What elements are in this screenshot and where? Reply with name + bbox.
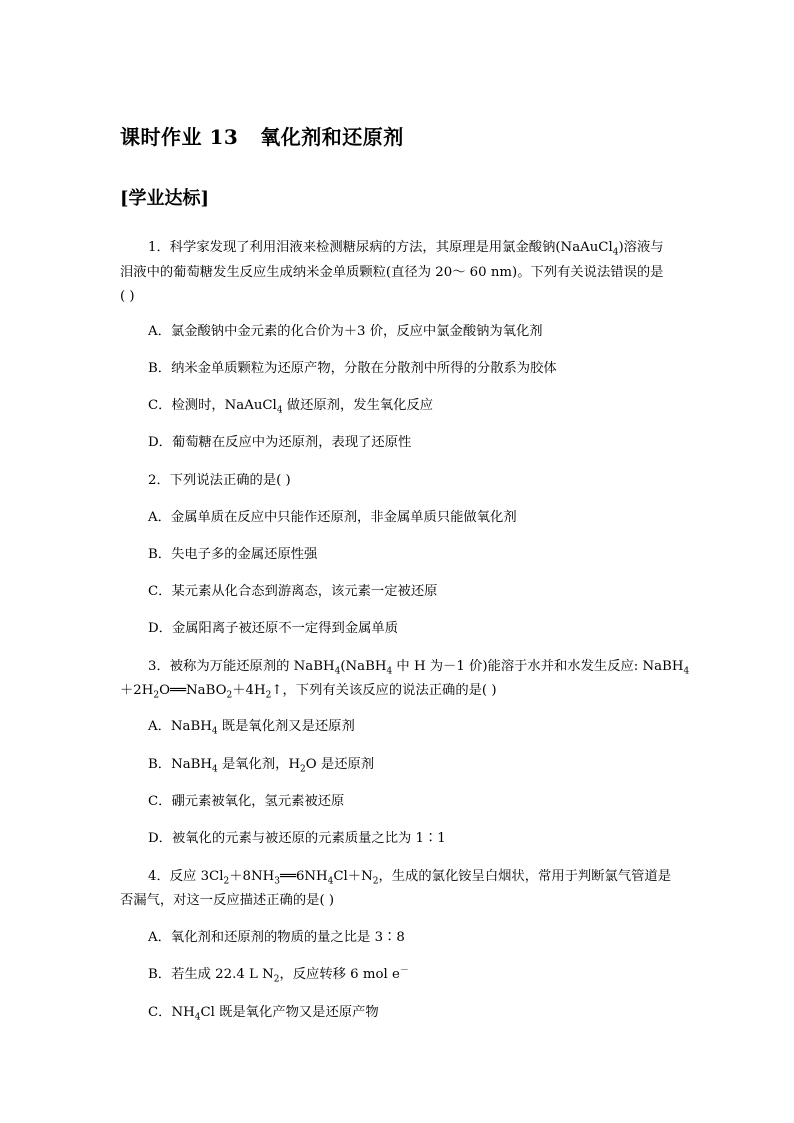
page-title <box>120 121 404 150</box>
q1-option-c: C．检测时，NaAuCl$_4$ 做还原剂，发生氧化反应 <box>148 398 434 416</box>
q3-option-b: B．NaBH$_4$ 是氧化剂，$H_2O$ 是还原剂 <box>148 757 375 775</box>
q3-stem-line2: $+2H_2O══NaBO_2+4H_2↑$，下列有关该反应的说法正确的是( ) <box>120 683 497 701</box>
q4-option-c: C．$NH_4Cl$ 既是氧化产物又是还原产物 <box>148 1005 379 1023</box>
q3-stem-line1: 3．被称为万能还原剂的 NaBH$_4$(NaBH$_4$ 中 H 为－1 价)能溶于水并和水发生反应: NaBH$_4$ <box>148 659 690 677</box>
q2-option-a: A．金属单质在反应中只能作还原剂，非金属单质只能做氧化剂 <box>148 510 517 525</box>
q1-option-b: B．纳米金单质颗粒为还原产物，分散在分散剂中所得的分散系为胶体 <box>148 361 557 376</box>
q2-stem: 2．下列说法正确的是( ) <box>148 473 291 488</box>
q3-option-c: C．硼元素被氧化，氢元素被还原 <box>148 794 345 809</box>
q1-option-a: A．氯金酸钠中金元素的化合价为＋3 价，反应中氯金酸钠为氧化剂 <box>148 324 543 339</box>
q3-option-d: D．被氧化的元素与被还原的元素质量之比为 1∶1 <box>148 831 446 846</box>
title-topic: 氧化剂和还原剂 <box>260 125 404 149</box>
q2-option-c: C．某元素从化合态到游离态，该元素一定被还原 <box>148 584 438 599</box>
q3-option-a: A．NaBH$_4$ 既是氧化剂又是还原剂 <box>148 719 355 737</box>
q4-option-b: B．若生成 22.4 L $N_2$，反应转移 6 mol e－ <box>148 965 409 985</box>
q1-answer-blank: ( ) <box>120 289 135 304</box>
q2-option-b: B．失电子多的金属还原性强 <box>148 547 318 562</box>
q1-stem-line1: 1．科学家发现了利用泪液来检测糖尿病的方法，其原理是用氯金酸钠(NaAuCl$_4$)溶液与 <box>148 240 664 258</box>
title-lesson: 课时作业 13 <box>120 125 239 149</box>
q1-option-d: D．葡萄糖在反应中为还原剂，表现了还原性 <box>148 435 412 450</box>
q4-stem-line2: 否漏气，对这一反应描述正确的是( ) <box>120 893 335 908</box>
q1-stem-line2: 泪液中的葡萄糖发生反应生成纳米金单质颗粒(直径为 20～ 60 nm)。下列有关说法错误的是 <box>120 265 664 280</box>
q2-option-d: D．金属阳离子被还原不一定得到金属单质 <box>148 621 399 636</box>
q4-stem-line1: 4．反应 $3Cl_2+8NH_3══6NH_4Cl+N_2$，生成的氯化铵呈白烟状，常用于判断氯气管道是 <box>148 869 671 887</box>
q4-option-a: A．氧化剂和还原剂的物质的量之比是 3∶8 <box>148 930 405 945</box>
section-heading: [学业达标] <box>120 188 210 209</box>
